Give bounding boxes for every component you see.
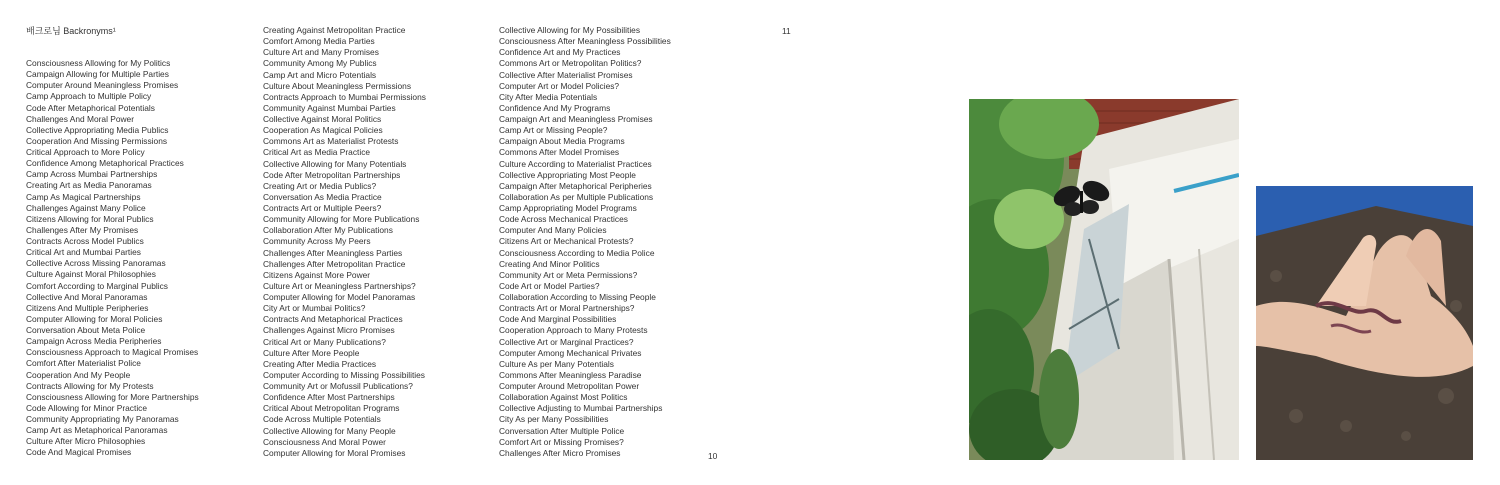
backronym-item: City After Media Potentials [499, 91, 598, 102]
backronym-item: Citizens Allowing for Moral Publics [26, 213, 154, 224]
backronym-item: Collective Across Missing Panoramas [26, 258, 166, 269]
backronym-item: Critical Art as Media Practice [263, 147, 371, 158]
backronym-item: Collaboration After My Publications [263, 225, 393, 236]
backronym-item: Consciousness Approach to Magical Promises [26, 347, 199, 358]
backronym-item: Confidence Among Metaphorical Practices [26, 158, 184, 169]
backronym-item: Culture Art and Many Promises [263, 47, 379, 58]
backronym-item: Community Art or Mofussil Publications? [263, 381, 413, 391]
backronym-item: Challenges And Moral Power [26, 113, 135, 124]
backronym-item: Campaign Allowing for Multiple Parties [26, 69, 169, 80]
backronym-item: Commons After Model Promises [499, 147, 620, 158]
backronym-item: Confidence After Most Partnerships [263, 392, 395, 403]
backronym-item: City As per Many Possibilities [499, 414, 609, 425]
backronym-item: Collective Against Moral Politics [263, 114, 382, 124]
backronym-item: Campaign Art and Meaningless Promises [499, 114, 653, 124]
backronym-item: Camp Across Mumbai Partnerships [26, 169, 158, 180]
backronym-item: Culture After Micro Philosophies [26, 436, 146, 447]
backronym-item: Collective Appropriating Media Publics [26, 124, 169, 135]
backronym-item: City Art or Mumbai Politics? [263, 303, 366, 314]
backronym-item: Creating After Media Practices [263, 358, 377, 369]
backronym-item: Community Against Mumbai Parties [263, 102, 396, 113]
backronym-item: Cooperation Approach to Many Protests [499, 325, 648, 336]
backronym-column-1 [26, 58, 199, 459]
backronym-item: Critical Approach to More Policy [26, 147, 145, 157]
backronym-item: Camp Appropriating Model Programs [499, 203, 637, 213]
backronym-item: Computer Allowing for Moral Policies [26, 313, 163, 324]
backronym-item: Camp Art and Micro Potentials [263, 69, 377, 80]
backronym-item: Culture As per Many Potentials [499, 358, 614, 369]
backronym-item: Code And Marginal Possibilities [499, 314, 617, 325]
backronym-item: Community Across My Peers [263, 236, 371, 247]
backronym-item: Code After Metaphorical Potentials [26, 102, 155, 113]
backronym-item: Code Across Multiple Potentials [263, 414, 381, 425]
backronym-item: Confidence Art and My Practices [499, 47, 621, 58]
backronym-item: Commons Art or Metropolitan Politics? [499, 58, 642, 69]
backronym-item: Creating Art or Media Publics? [263, 180, 377, 191]
backronym-item: Consciousness Allowing for More Partnerships [26, 391, 199, 402]
backronym-item: Camp Approach to Multiple Policy [26, 91, 152, 102]
backronym-item: Challenges After My Promises [26, 224, 139, 235]
backronym-item: Collective Art or Marginal Practices? [499, 336, 634, 347]
backronym-item: Computer Among Mechanical Privates [499, 347, 642, 358]
backronym-item: Consciousness After Meaningless Possibilities [499, 36, 671, 47]
backronym-item: Collective Allowing for My Possibilities [499, 25, 641, 35]
backronym-column-2 [263, 25, 426, 459]
backronym-item: Computer Art or Model Policies? [499, 80, 620, 91]
backronym-item: Computer According to Missing Possibilities [263, 369, 425, 380]
backronym-item: Cooperation And Missing Permissions [26, 135, 168, 146]
backronym-item: Comfort According to Marginal Publics [26, 280, 168, 291]
backronym-item: Critical Art and Mumbai Parties [26, 247, 141, 258]
backronym-item: Collective After Materialist Promises [499, 69, 633, 80]
backronym-item: Collective Appropriating Most People [499, 169, 636, 180]
backronym-item: Computer Allowing for Model Panoramas [263, 292, 416, 302]
backronym-item: Commons After Meaningless Paradise [499, 369, 642, 380]
butterfly-photo-image [969, 99, 1239, 460]
backronym-item: Comfort After Materialist Police [26, 358, 141, 369]
backronym-item: Culture About Meaningless Permissions [263, 80, 412, 91]
backronym-item: Camp Art or Missing People? [499, 125, 608, 136]
backronym-item: Culture Art or Meaningless Partnerships? [263, 280, 416, 291]
backronym-item: Challenges Against Micro Promises [263, 325, 395, 336]
backronym-item: Cooperation As Magical Policies [263, 125, 383, 136]
butterfly-photo [969, 99, 1239, 460]
backronym-item: Creating And Minor Politics [499, 258, 600, 269]
backronym-item: Contracts Allowing for My Protests [26, 380, 154, 391]
backronym-item: Community Allowing for More Publications [263, 214, 420, 225]
backronym-item: Cooperation And My People [26, 369, 131, 380]
backronym-item: Consciousness According to Media Police [499, 247, 655, 258]
backronym-item: Conversation As Media Practice [263, 191, 382, 202]
backronym-item: Code Allowing for Minor Practice [26, 402, 148, 413]
backronym-item: Collective Allowing for Many People [263, 425, 396, 436]
page-number-left: 10 [708, 451, 718, 461]
backronym-item: Collective Allowing for Many Potentials [263, 158, 407, 169]
backronym-item: Challenges Against Many Police [26, 202, 146, 213]
backronym-item: Contracts Art or Moral Partnerships? [499, 303, 635, 314]
backronym-item: Computer And Many Policies [499, 225, 607, 236]
backronym-item: Campaign After Metaphorical Peripheries [499, 180, 652, 191]
backronym-item: Collaboration As per Multiple Publications [499, 191, 654, 202]
backronym-item: Consciousness And Moral Power [263, 436, 386, 447]
page-title: 배크로님 Backronyms¹ [26, 26, 116, 36]
backronym-item: Campaign Across Media Peripheries [26, 336, 162, 347]
backronym-item: Culture Against Moral Philosophies [26, 269, 156, 280]
backronym-item: Collaboration According to Missing People [499, 292, 656, 302]
backronym-item: Contracts Across Model Publics [26, 236, 144, 246]
backronym-item: Contracts And Metaphorical Practices [263, 314, 403, 325]
backronym-item: Comfort Art or Missing Promises? [499, 436, 624, 447]
backronym-item: Community Art or Meta Permissions? [499, 269, 638, 280]
backronym-item: Code Across Mechanical Practices [499, 214, 628, 225]
backronym-item: Collective Adjusting to Mumbai Partnerships [499, 403, 663, 414]
earthworm-hand-photo-image [1256, 186, 1473, 460]
backronym-column-3 [499, 25, 671, 459]
backronym-item: Code After Metropolitan Partnerships [263, 169, 401, 180]
backronym-item: Code And Magical Promises [26, 447, 132, 458]
backronym-item: Challenges After Metropolitan Practice [263, 258, 406, 269]
backronym-item: Creating Against Metropolitan Practice [263, 25, 406, 35]
backronym-item: Challenges After Meaningless Parties [263, 247, 403, 258]
backronym-item: Critical Art or Many Publications? [263, 336, 386, 347]
backronym-item: Culture According to Materialist Practices [499, 158, 652, 169]
backronym-item: Computer Allowing for Moral Promises [263, 447, 406, 458]
backronym-item: Conversation About Meta Police [26, 325, 146, 335]
backronym-item: Computer Around Metropolitan Power [499, 381, 640, 391]
backronym-item: Culture After More People [263, 347, 360, 358]
page-number-right: 11 [782, 26, 791, 36]
backronym-item: Collaboration Against Most Politics [499, 392, 628, 403]
backronym-item: Campaign About Media Programs [499, 136, 625, 147]
backronym-item: Camp Art as Metaphorical Panoramas [26, 425, 168, 436]
backronym-item: Camp As Magical Partnerships [26, 191, 141, 202]
backronym-item: Conversation After Multiple Police [499, 425, 625, 436]
backronym-item: Code Art or Model Parties? [499, 280, 600, 291]
backronym-item: Contracts Approach to Mumbai Permissions [263, 91, 426, 102]
backronym-item: Citizens Against More Power [263, 269, 371, 280]
backronym-item: Creating Art as Media Panoramas [26, 180, 152, 191]
backronym-item: Community Among My Publics [263, 58, 377, 69]
backronym-item: Consciousness Allowing for My Politics [26, 58, 171, 68]
backronym-item: Collective And Moral Panoramas [26, 291, 148, 302]
backronym-item: Contracts Art or Multiple Peers? [263, 203, 382, 213]
backronym-item: Critical About Metropolitan Programs [263, 403, 400, 414]
backronym-item: Citizens And Multiple Peripheries [26, 302, 149, 313]
backronym-item: Comfort Among Media Parties [263, 36, 375, 47]
backronym-item: Community Appropriating My Panoramas [26, 414, 179, 424]
backronym-item: Computer Around Meaningless Promises [26, 80, 179, 91]
earthworm-hand-photo [1256, 186, 1473, 460]
backronym-item: Citizens Art or Mechanical Protests? [499, 236, 634, 247]
backronym-item: Challenges After Micro Promises [499, 447, 621, 458]
backronym-item: Commons Art as Materialist Protests [263, 136, 399, 147]
backronym-item: Confidence And My Programs [499, 102, 611, 113]
